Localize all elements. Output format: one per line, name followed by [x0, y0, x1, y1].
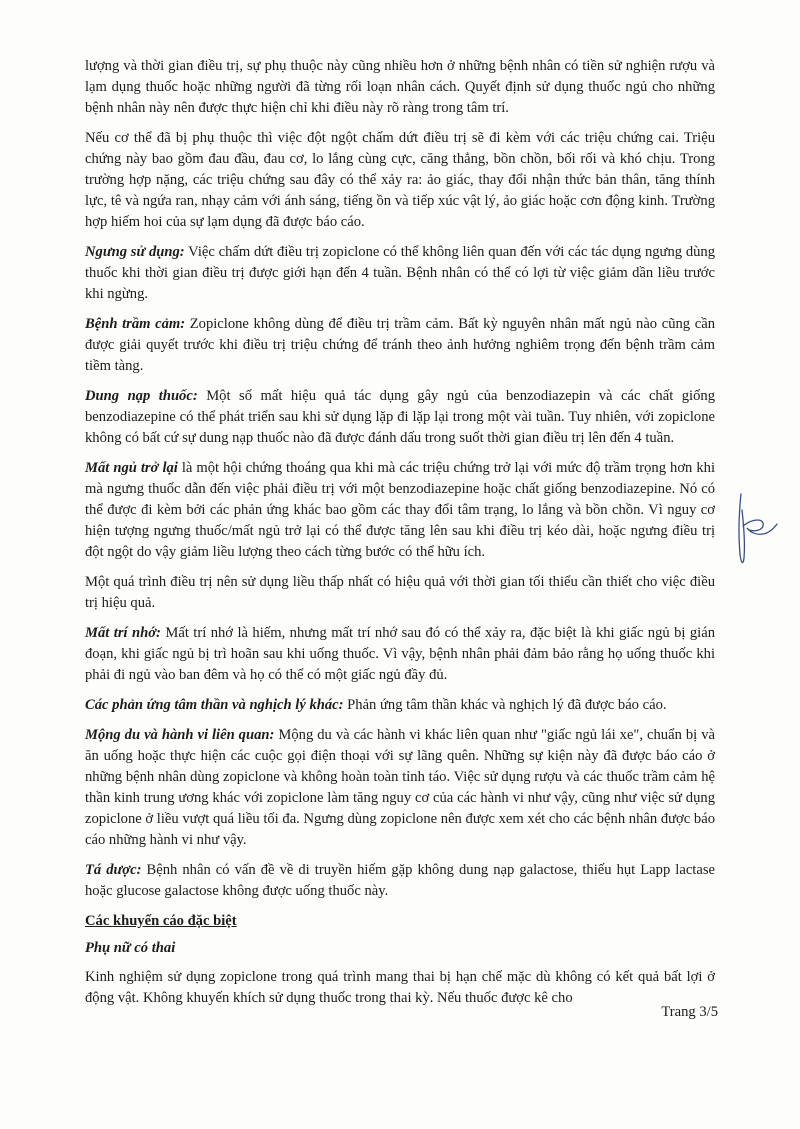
paragraph-text: Một quá trình điều trị nên sử dụng liều thấp nhất có hiệu quả với thời gian tối thiểu cần thiết cho việc điều trị hiệu quả. — [85, 574, 715, 611]
paragraph-tolerance — [85, 386, 715, 449]
document-body — [85, 56, 715, 1018]
paragraph-text: Một số mất hiệu quả tác dụng gây ngủ của benzodiazepin và các chất giống benzodiazepine có thể phát triển sau khi sử dụng lặp đi lặp lại trong một vài tuần. Tuy nhiên, với zopiclone không có bất cứ sự dung nạp thuốc nào đã được đánh dấu trong suốt thời gian điều trị lên đến 4 tuần. — [85, 388, 715, 446]
paragraph-lead: Bệnh trầm cảm: — [85, 316, 186, 332]
paragraph-psychiatric-reactions — [85, 695, 715, 716]
paragraph-lead: Mộng du và hành vi liên quan: — [85, 727, 275, 743]
paragraph-lowest-dose — [85, 572, 715, 614]
page-number: Trang 3/5 — [661, 1004, 718, 1020]
paragraph-rebound-insomnia — [85, 458, 715, 563]
paragraph-sleepwalking — [85, 725, 715, 851]
paragraph-lead: Mất ngủ trở lại — [85, 460, 178, 476]
paragraph-text: Mộng du và các hành vi khác liên quan như "giấc ngủ lái xe", chuẩn bị và ăn uống hoặc thực hiện các cuộc gọi điện thoại với sự lãng quên. Những sự kiện này đã được báo cáo ở những bệnh nhân dùng zopiclone và không hoàn toàn tỉnh táo. Việc sử dụng rượu và các thuốc trầm cảm hệ thần kinh trung ương khác với zopiclone làm tăng nguy cơ của các hành vi như vậy, cũng như việc sử dụng zopiclone ở liều vượt quá liều tối đa. Ngưng dùng zopiclone nên được xem xét cho các bệnh nhân được báo cáo những hành vi như vậy. — [85, 727, 715, 848]
paragraph-lead: Mất trí nhớ: — [85, 625, 161, 641]
paragraph-text: là một hội chứng thoáng qua khi mà các triệu chứng trở lại với mức độ trầm trọng hơn khi mà ngưng thuốc dẫn đến việc phải điều trị với một benzodiazepine hoặc chất giống benzodiazepine. Nó có thể được đi kèm bởi các phản ứng khác bao gồm các thay đổi tâm trạng, lo lắng và bồn chồn. Vì nguy cơ hiện tượng ngưng thuốc/mất ngủ trở lại có thể được tăng lên sau khi điều trị kéo dài, hoặc ngưng điều trị đột ngột do vậy giảm liều lượng theo cách từng bước có thể hữu ích. — [85, 460, 715, 560]
paragraph-lead: Ngưng sử dụng: — [85, 244, 185, 260]
signature-mark — [733, 488, 783, 568]
paragraph-dependence-continued — [85, 56, 715, 119]
paragraph-amnesia — [85, 623, 715, 686]
paragraph-lead: Tá dược: — [85, 862, 142, 878]
paragraph-text: Việc chấm dứt điều trị zopiclone có thể không liên quan đến với các tác dụng ngưng dùng thuốc khi thời gian điều trị được giới hạn đến 4 tuần. Bệnh nhân có thể có lợi từ việc giảm dần liều trước khi ngừng. — [85, 244, 716, 302]
paragraph-text: Mất trí nhớ là hiếm, nhưng mất trí nhớ sau đó có thể xảy ra, đặc biệt là khi giấc ngủ bị gián đoạn, khi giấc ngủ bị trì hoãn sau khi uống thuốc. Vì vậy, bệnh nhân phải đảm bảo rằng họ uống thuốc khi phải đi ngủ vào ban đêm và họ có thể có một giấc ngủ đầy đủ. — [85, 625, 716, 683]
paragraph-withdrawal-symptoms — [85, 128, 715, 233]
paragraph-text: Phản ứng tâm thần khác và nghịch lý đã được báo cáo. — [347, 697, 667, 713]
paragraph-text: lượng và thời gian điều trị, sự phụ thuộc này cũng nhiều hơn ở những bệnh nhân có tiền sử nghiện rượu và lạm dụng thuốc hoặc những người đã từng rối loạn nhân cách. Quyết định sử dụng thuốc ngủ cho những bệnh nhân này nên được thực hiện chỉ khi điều này rõ ràng trong tâm trí. — [85, 58, 715, 116]
section-heading: Các khuyến cáo đặc biệt — [85, 913, 237, 929]
paragraph-lead: Các phản ứng tâm thần và nghịch lý khác: — [85, 697, 344, 713]
paragraph-excipients — [85, 860, 715, 902]
paragraph-lead: Dung nạp thuốc: — [85, 388, 198, 404]
paragraph-pregnancy: Kinh nghiệm sử dụng zopiclone trong quá trình mang thai bị hạn chế mặc dù không có kết quả bất lợi ở động vật. Không khuyến khích sử dụng thuốc trong thai kỳ. Nếu thuốc được kê cho — [85, 969, 715, 1006]
paragraph-text: Zopiclone không dùng để điều trị trầm cảm. Bất kỳ nguyên nhân mất ngủ nào cũng cần được giải quyết trước khi điều trị triệu chứng để tránh theo ảnh hưởng nghiêm trọng đến bệnh trầm cảm tiềm tàng. — [85, 316, 715, 374]
paragraph-depression — [85, 314, 715, 377]
paragraph-text: Bệnh nhân có vấn đề về di truyền hiếm gặp không dung nạp galactose, thiếu hụt Lapp lactase hoặc glucose galactose không được uống thuốc này. — [85, 862, 715, 899]
paragraph-text: Nếu cơ thể đã bị phụ thuộc thì việc đột ngột chấm dứt điều trị sẽ đi kèm với các triệu chứng cai. Triệu chứng này bao gồm đau đầu, đau cơ, lo lắng cùng cực, căng thẳng, bồn chồn, bối rối và khó chịu. Trong trường hợp nặng, các triệu chứng sau đây có thể xảy ra: ảo giác, thay đổi nhận thức bản thân, tăng thính lực, tê và ngứa ran, nhạy cảm với ánh sáng, tiếng ồn và tiếp xúc vật lý, ảo giác hoặc cơn động kinh. Trường hợp hiếm hoi của sự lạm dụng đã được báo cáo. — [85, 130, 715, 230]
paragraph-discontinuation — [85, 242, 715, 305]
sub-heading: Phụ nữ có thai — [85, 940, 176, 956]
